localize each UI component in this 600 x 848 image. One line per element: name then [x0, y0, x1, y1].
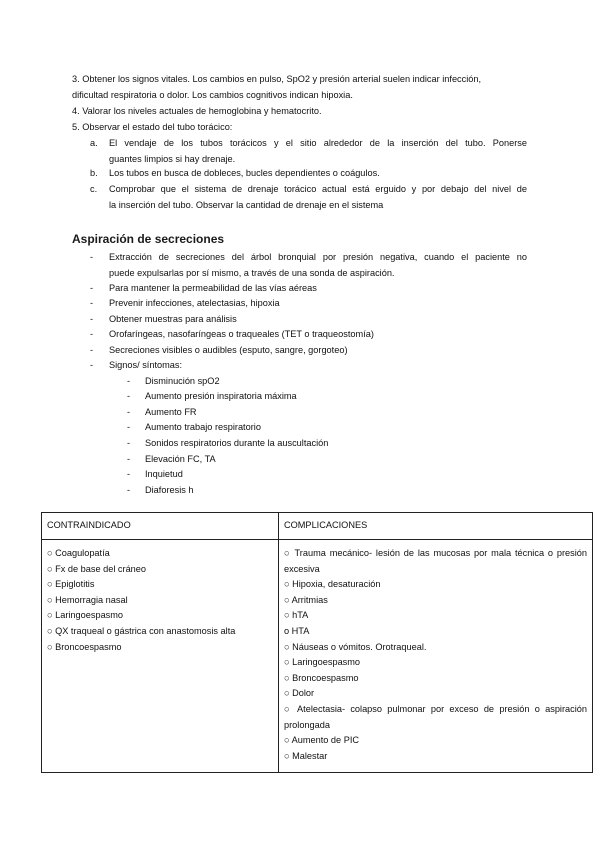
- list-item: ○ Coagulopatía: [47, 548, 110, 558]
- symptom-item: Aumento presión inspiratoria máxima: [145, 391, 297, 401]
- list-item: ○ Hemorragia nasal: [47, 594, 128, 605]
- substep-a-line-1: El vendaje de los tubos torácicos y el sitio alrededor de la inserción del tubo. Ponerse: [109, 138, 527, 148]
- symptom-item: Disminución spO2: [145, 376, 220, 386]
- bullet-dash: -: [90, 298, 94, 308]
- list-item: Secreciones visibles o audibles (esputo, sangre, gorgoteo): [109, 345, 348, 355]
- symptom-item: Aumento FR: [145, 407, 197, 417]
- symptom-item: Elevación FC, TA: [145, 454, 216, 464]
- list-item: ○ Hipoxia, desaturación: [284, 579, 381, 590]
- list-item: ○ Atelectasia- colapso pulmonar por exceso de presión o aspiración prolongada: [284, 703, 587, 730]
- bullet-dash: -: [127, 422, 131, 432]
- definition-line-2: puede expulsarlas por sí mismo, a través de una sonda de aspiración.: [109, 268, 395, 278]
- list-item: ○ Fx de base del cráneo: [47, 563, 147, 574]
- section-title: Aspiración de secreciones: [72, 232, 225, 246]
- bullet-dash: -: [90, 345, 94, 355]
- bullet-dash: -: [90, 314, 94, 324]
- list-item: ○ Broncoespasmo: [284, 672, 359, 683]
- symptom-item: Diaforesis h: [145, 485, 194, 495]
- substep-c-marker: c.: [90, 184, 98, 194]
- bullet-dash: -: [127, 469, 131, 479]
- symptom-item: Aumento trabajo respiratorio: [145, 422, 261, 432]
- list-item: ○ Broncoespasmo: [47, 641, 122, 652]
- substep-a-marker: a.: [90, 138, 98, 148]
- list-item: Orofaríngeas, nasofaríngeas o traqueales (TET o traqueostomía): [109, 329, 374, 339]
- bullet-dash: -: [127, 485, 131, 495]
- substep-a-line-2: guantes limpios si hay drenaje.: [109, 154, 236, 164]
- table-header-row: [42, 513, 593, 540]
- list-item: ○ QX traqueal o gástrica con anastomosis alta: [47, 625, 236, 636]
- bullet-dash: -: [127, 438, 131, 448]
- symptom-item: Inquietud: [145, 469, 183, 479]
- bullet-dash: -: [127, 391, 131, 401]
- substep-c-line-2: la inserción del tubo. Observar la cantidad de drenaje en el sistema: [109, 200, 384, 210]
- list-item: Signos/ síntomas:: [109, 360, 183, 370]
- list-item: ○ Malestar: [284, 750, 328, 761]
- list-item: ○ Arritmias: [284, 594, 328, 605]
- bullet-dash: -: [90, 360, 94, 370]
- list-item: ○ Epiglotitis: [47, 579, 95, 590]
- list-item: ○ Laringoespasmo: [47, 610, 124, 621]
- list-item: ○ Náuseas o vómitos. Orotraqueal.: [284, 641, 427, 652]
- contraindicated-cell: [42, 540, 279, 773]
- bullet-dash: -: [127, 454, 131, 464]
- step-4: 4. Valorar los niveles actuales de hemoglobina y hematocrito.: [72, 106, 322, 116]
- list-item: ○ Trauma mecánico- lesión de las mucosas por mala técnica o presión excesiva: [284, 548, 587, 574]
- bullet-dash: -: [127, 407, 131, 417]
- step-3-line-1: 3. Obtener los signos vitales. Los cambios en pulso, SpO2 y presión arterial suelen indicar infección,: [72, 74, 482, 84]
- bullet-dash: -: [90, 252, 94, 262]
- symptom-item: Sonidos respiratorios durante la auscultación: [145, 438, 329, 448]
- substep-b-marker: b.: [90, 168, 98, 178]
- header-contraindicated: CONTRAINDICADO: [42, 513, 279, 540]
- list-item: ○ hTA: [284, 610, 309, 621]
- complications-cell: [279, 540, 593, 773]
- definition-line-1: Extracción de secreciones del árbol bronquial por presión negativa, cuando el paciente no: [109, 252, 527, 262]
- list-item: ○ Dolor: [284, 688, 315, 699]
- contraindications-complications-table: [41, 512, 593, 773]
- substep-c-line-1: Comprobar que el sistema de drenaje torácico actual está erguido y por debajo del nivel de: [109, 184, 527, 194]
- list-item: ○ Aumento de PIC: [284, 735, 360, 746]
- header-complications: COMPLICACIONES: [279, 513, 593, 540]
- step-5: 5. Observar el estado del tubo torácico:: [72, 122, 233, 132]
- table-row: [42, 540, 593, 773]
- list-item: Prevenir infecciones, atelectasias, hipoxia: [109, 298, 280, 308]
- list-item: Para mantener la permeabilidad de las vías aéreas: [109, 283, 317, 293]
- bullet-dash: -: [90, 329, 94, 339]
- list-item: o HTA: [284, 625, 310, 636]
- step-3-line-2: dificultad respiratoria o dolor. Los cambios cognitivos indican hipoxia.: [72, 90, 353, 100]
- bullet-dash: -: [127, 376, 131, 386]
- bullet-dash: -: [90, 283, 94, 293]
- list-item: Obtener muestras para análisis: [109, 314, 237, 324]
- list-item: ○ Laringoespasmo: [284, 657, 361, 668]
- substep-b-line: Los tubos en busca de dobleces, bucles dependientes o coágulos.: [109, 168, 380, 178]
